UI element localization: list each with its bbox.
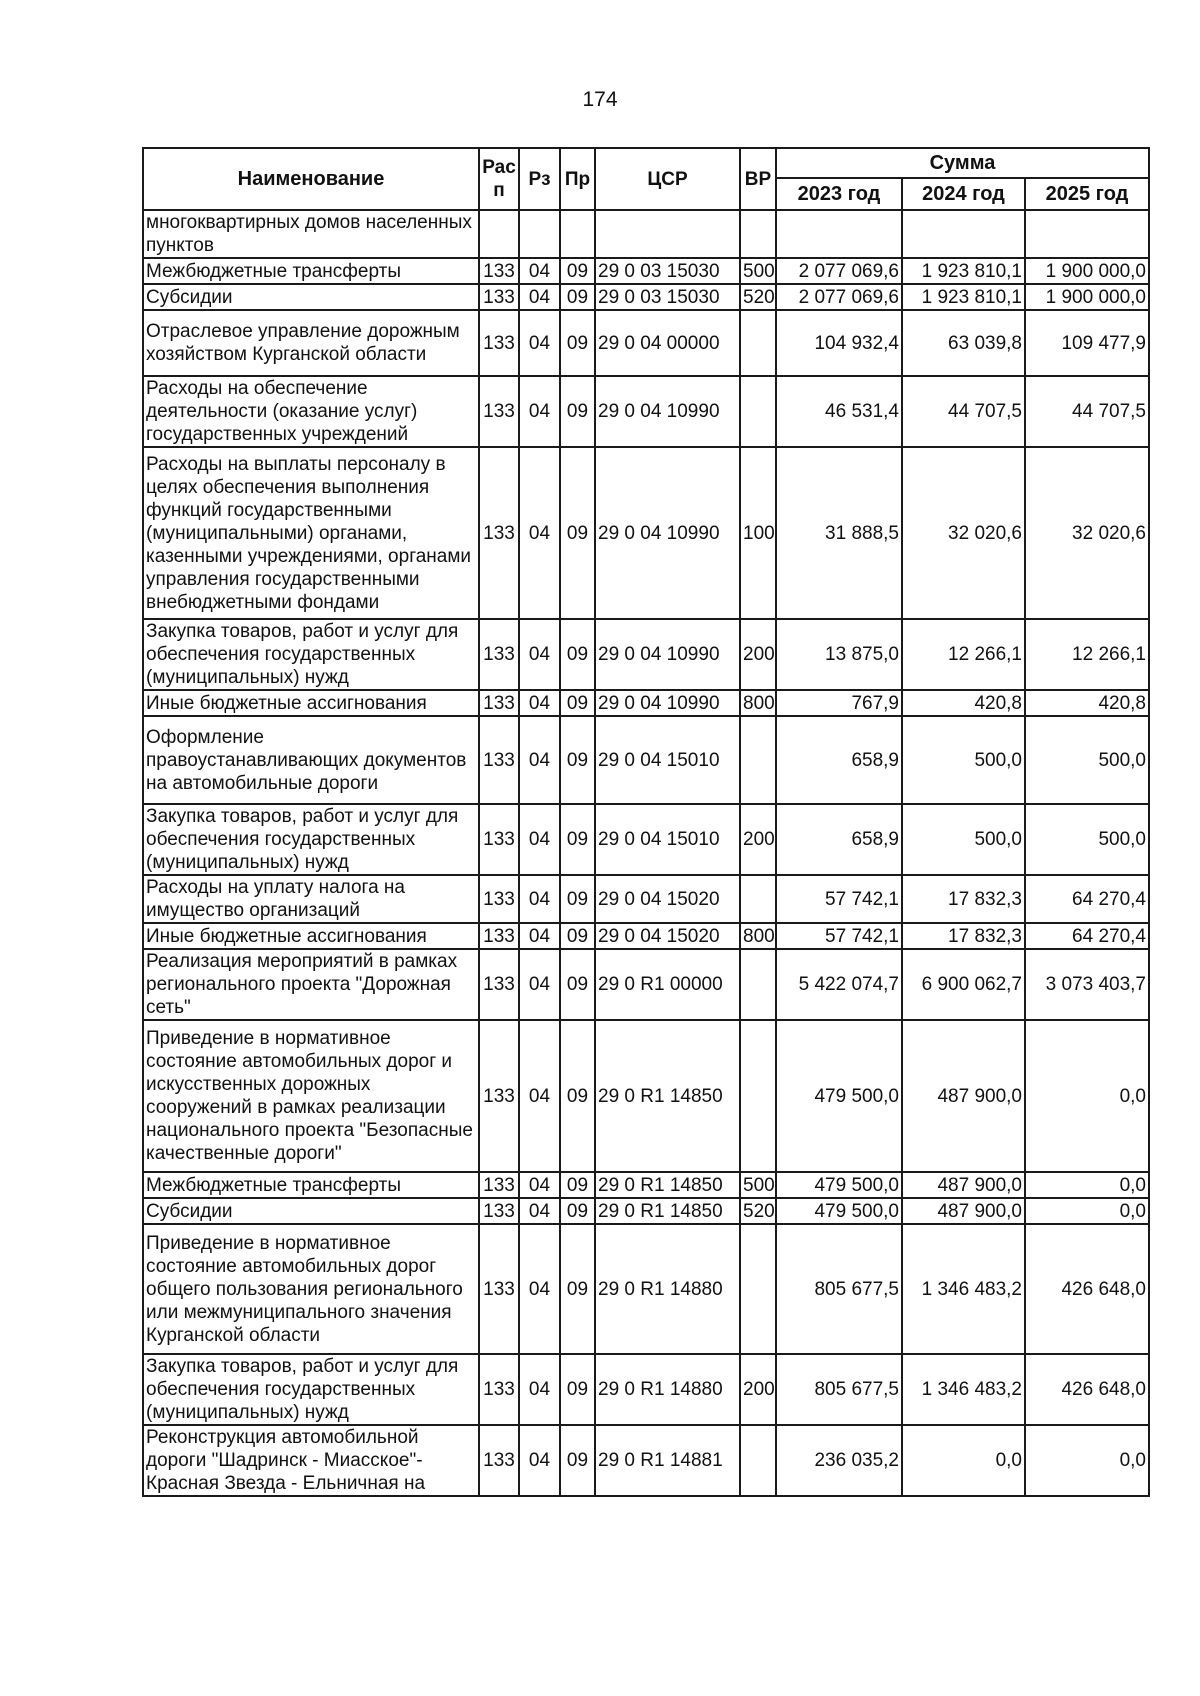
row-amount-2023: 236 035,2 (776, 1425, 902, 1496)
row-amount-2023: 2 077 069,6 (776, 258, 902, 284)
table-row (143, 258, 1149, 284)
row-amount-2024 (902, 210, 1025, 258)
row-name: Иные бюджетные ассигнования (143, 690, 479, 716)
row-amount-2025: 420,8 (1025, 690, 1149, 716)
row-amount-2023: 479 500,0 (776, 1172, 902, 1198)
row-pr: 09 (560, 875, 595, 923)
table-row (143, 210, 1149, 258)
row-vr: 500 (740, 258, 776, 284)
row-amount-2025: 64 270,4 (1025, 875, 1149, 923)
row-rasp: 133 (479, 1172, 519, 1198)
row-amount-2025: 0,0 (1025, 1425, 1149, 1496)
row-amount-2023: 479 500,0 (776, 1020, 902, 1172)
table-row (143, 923, 1149, 949)
row-vr: 200 (740, 619, 776, 690)
header-name: Наименование (143, 148, 479, 210)
row-rasp: 133 (479, 716, 519, 804)
header-sum: Сумма (776, 148, 1149, 178)
row-rasp: 133 (479, 1224, 519, 1354)
table-row (143, 804, 1149, 875)
row-pr: 09 (560, 1224, 595, 1354)
row-vr: 520 (740, 284, 776, 310)
header-rz: Рз (519, 148, 560, 210)
row-amount-2025: 109 477,9 (1025, 310, 1149, 376)
row-vr (740, 310, 776, 376)
row-rasp: 133 (479, 690, 519, 716)
row-pr: 09 (560, 1020, 595, 1172)
row-vr (740, 1020, 776, 1172)
row-rz: 04 (519, 284, 560, 310)
table-row (143, 310, 1149, 376)
row-name: Субсидии (143, 284, 479, 310)
table-row (143, 1425, 1149, 1496)
row-amount-2024: 63 039,8 (902, 310, 1025, 376)
row-amount-2025: 0,0 (1025, 1020, 1149, 1172)
row-pr: 09 (560, 804, 595, 875)
row-vr: 100 (740, 447, 776, 619)
row-csr: 29 0 04 10990 (595, 690, 740, 716)
row-amount-2024: 44 707,5 (902, 376, 1025, 447)
row-amount-2024: 17 832,3 (902, 923, 1025, 949)
row-rz: 04 (519, 1425, 560, 1496)
header-pr: Пр (560, 148, 595, 210)
row-amount-2024: 487 900,0 (902, 1020, 1025, 1172)
row-rasp: 133 (479, 284, 519, 310)
row-amount-2024: 6 900 062,7 (902, 949, 1025, 1020)
row-rasp: 133 (479, 1354, 519, 1425)
row-csr: 29 0 03 15030 (595, 258, 740, 284)
table-row (143, 284, 1149, 310)
row-vr (740, 949, 776, 1020)
row-rasp: 133 (479, 1198, 519, 1224)
row-amount-2024: 1 346 483,2 (902, 1354, 1025, 1425)
header-year-2024: 2024 год (902, 178, 1025, 210)
row-amount-2023: 46 531,4 (776, 376, 902, 447)
row-csr: 29 0 R1 14850 (595, 1172, 740, 1198)
row-rz: 04 (519, 1172, 560, 1198)
row-pr: 09 (560, 690, 595, 716)
row-csr: 29 0 04 10990 (595, 376, 740, 447)
header-vr: ВР (740, 148, 776, 210)
table-row (143, 1198, 1149, 1224)
row-vr (740, 716, 776, 804)
row-name: многоквартирных домов населенных пунктов (143, 210, 479, 258)
row-vr (740, 376, 776, 447)
row-pr: 09 (560, 1425, 595, 1496)
row-rz: 04 (519, 875, 560, 923)
table-row (143, 716, 1149, 804)
table-row (143, 690, 1149, 716)
row-vr: 500 (740, 1172, 776, 1198)
row-amount-2025: 44 707,5 (1025, 376, 1149, 447)
row-pr: 09 (560, 1198, 595, 1224)
row-csr: 29 0 R1 14880 (595, 1354, 740, 1425)
row-amount-2023: 57 742,1 (776, 875, 902, 923)
row-vr (740, 1224, 776, 1354)
row-amount-2025: 64 270,4 (1025, 923, 1149, 949)
row-name: Закупка товаров, работ и услуг для обеспечения государственных (муниципальных) нужд (143, 1354, 479, 1425)
row-amount-2023: 2 077 069,6 (776, 284, 902, 310)
row-amount-2024: 32 020,6 (902, 447, 1025, 619)
row-csr: 29 0 04 10990 (595, 447, 740, 619)
row-csr: 29 0 04 15020 (595, 923, 740, 949)
row-name: Приведение в нормативное состояние автомобильных дорог и искусственных дорожных сооружений в рамках реализации национального проекта "Безопасные качественные дороги" (143, 1020, 479, 1172)
row-amount-2024: 420,8 (902, 690, 1025, 716)
row-amount-2023: 31 888,5 (776, 447, 902, 619)
row-vr: 520 (740, 1198, 776, 1224)
row-name: Закупка товаров, работ и услуг для обеспечения государственных (муниципальных) нужд (143, 619, 479, 690)
row-csr: 29 0 R1 00000 (595, 949, 740, 1020)
row-pr: 09 (560, 1354, 595, 1425)
table-row (143, 1354, 1149, 1425)
row-name: Реконструкция автомобильной дороги "Шадринск - Миасское"- Красная Звезда - Ельничная на (143, 1425, 479, 1496)
row-rasp: 133 (479, 804, 519, 875)
row-rasp: 133 (479, 258, 519, 284)
header-csr: ЦСР (595, 148, 740, 210)
table-row (143, 1224, 1149, 1354)
row-vr (740, 1425, 776, 1496)
row-pr: 09 (560, 310, 595, 376)
row-rz: 04 (519, 310, 560, 376)
row-rz: 04 (519, 716, 560, 804)
row-amount-2023: 57 742,1 (776, 923, 902, 949)
row-csr: 29 0 R1 14881 (595, 1425, 740, 1496)
row-csr: 29 0 03 15030 (595, 284, 740, 310)
row-pr: 09 (560, 923, 595, 949)
row-rz: 04 (519, 1224, 560, 1354)
row-rz: 04 (519, 447, 560, 619)
row-amount-2024: 500,0 (902, 804, 1025, 875)
row-name: Расходы на выплаты персоналу в целях обеспечения выполнения функций государственными (муниципальными) органами, казенными учреждениями, органами управления государственными внебюджетными фондами (143, 447, 479, 619)
row-vr: 200 (740, 1354, 776, 1425)
row-rz: 04 (519, 923, 560, 949)
row-csr: 29 0 04 15020 (595, 875, 740, 923)
row-name: Расходы на обеспечение деятельности (оказание услуг) государственных учреждений (143, 376, 479, 447)
row-amount-2024: 487 900,0 (902, 1172, 1025, 1198)
row-vr: 200 (740, 804, 776, 875)
row-name: Реализация мероприятий в рамках регионального проекта "Дорожная сеть" (143, 949, 479, 1020)
row-amount-2025: 500,0 (1025, 804, 1149, 875)
row-name: Приведение в нормативное состояние автомобильных дорог общего пользования регионального или межмуниципального значения Курганской области (143, 1224, 479, 1354)
row-amount-2025: 1 900 000,0 (1025, 284, 1149, 310)
table-row (143, 447, 1149, 619)
row-pr (560, 210, 595, 258)
row-amount-2023: 479 500,0 (776, 1198, 902, 1224)
header-year-2023: 2023 год (776, 178, 902, 210)
row-rz: 04 (519, 1354, 560, 1425)
row-pr: 09 (560, 716, 595, 804)
table-row (143, 376, 1149, 447)
row-name: Межбюджетные трансферты (143, 258, 479, 284)
row-name: Оформление правоустанавливающих документов на автомобильные дороги (143, 716, 479, 804)
row-rasp: 133 (479, 923, 519, 949)
row-amount-2024: 487 900,0 (902, 1198, 1025, 1224)
row-rz: 04 (519, 1198, 560, 1224)
row-pr: 09 (560, 284, 595, 310)
row-amount-2025: 32 020,6 (1025, 447, 1149, 619)
row-csr: 29 0 04 15010 (595, 716, 740, 804)
row-amount-2025: 12 266,1 (1025, 619, 1149, 690)
table-row (143, 949, 1149, 1020)
table-header (143, 148, 1149, 210)
row-pr: 09 (560, 949, 595, 1020)
row-pr: 09 (560, 376, 595, 447)
row-rasp: 133 (479, 447, 519, 619)
row-csr: 29 0 R1 14880 (595, 1224, 740, 1354)
row-rz: 04 (519, 258, 560, 284)
row-rasp: 133 (479, 376, 519, 447)
row-csr (595, 210, 740, 258)
row-rasp: 133 (479, 1020, 519, 1172)
row-amount-2025: 500,0 (1025, 716, 1149, 804)
row-name: Субсидии (143, 1198, 479, 1224)
budget-table (142, 147, 1150, 1497)
row-amount-2024: 500,0 (902, 716, 1025, 804)
row-csr: 29 0 04 15010 (595, 804, 740, 875)
row-rasp: 133 (479, 619, 519, 690)
row-amount-2023: 767,9 (776, 690, 902, 716)
row-rasp: 133 (479, 949, 519, 1020)
row-vr (740, 875, 776, 923)
row-rz: 04 (519, 690, 560, 716)
row-name: Закупка товаров, работ и услуг для обеспечения государственных (муниципальных) нужд (143, 804, 479, 875)
row-amount-2024: 0,0 (902, 1425, 1025, 1496)
row-amount-2023: 805 677,5 (776, 1224, 902, 1354)
row-amount-2023: 658,9 (776, 716, 902, 804)
row-amount-2025: 1 900 000,0 (1025, 258, 1149, 284)
row-amount-2025: 3 073 403,7 (1025, 949, 1149, 1020)
row-pr: 09 (560, 447, 595, 619)
row-amount-2024: 1 346 483,2 (902, 1224, 1025, 1354)
row-rz: 04 (519, 804, 560, 875)
row-amount-2023: 658,9 (776, 804, 902, 875)
row-amount-2023: 13 875,0 (776, 619, 902, 690)
row-rasp (479, 210, 519, 258)
row-rz: 04 (519, 949, 560, 1020)
table-row (143, 619, 1149, 690)
row-rz: 04 (519, 1020, 560, 1172)
row-vr: 800 (740, 923, 776, 949)
row-amount-2025 (1025, 210, 1149, 258)
row-pr: 09 (560, 258, 595, 284)
row-csr: 29 0 R1 14850 (595, 1020, 740, 1172)
row-rasp: 133 (479, 310, 519, 376)
header-rasp: Рас п (479, 148, 519, 210)
row-name: Иные бюджетные ассигнования (143, 923, 479, 949)
table-row (143, 1172, 1149, 1198)
table-row (143, 875, 1149, 923)
row-pr: 09 (560, 1172, 595, 1198)
row-amount-2025: 0,0 (1025, 1198, 1149, 1224)
row-rz: 04 (519, 376, 560, 447)
row-pr: 09 (560, 619, 595, 690)
row-name: Отраслевое управление дорожным хозяйством Курганской области (143, 310, 479, 376)
table-body (143, 210, 1149, 1496)
row-amount-2024: 17 832,3 (902, 875, 1025, 923)
row-amount-2025: 426 648,0 (1025, 1354, 1149, 1425)
row-amount-2023: 805 677,5 (776, 1354, 902, 1425)
row-name: Межбюджетные трансферты (143, 1172, 479, 1198)
row-amount-2025: 426 648,0 (1025, 1224, 1149, 1354)
row-amount-2023: 104 932,4 (776, 310, 902, 376)
table-row (143, 1020, 1149, 1172)
row-rasp: 133 (479, 1425, 519, 1496)
row-amount-2024: 1 923 810,1 (902, 258, 1025, 284)
row-name: Расходы на уплату налога на имущество организаций (143, 875, 479, 923)
row-csr: 29 0 R1 14850 (595, 1198, 740, 1224)
header-year-2025: 2025 год (1025, 178, 1149, 210)
row-amount-2023: 5 422 074,7 (776, 949, 902, 1020)
row-vr: 800 (740, 690, 776, 716)
row-amount-2023 (776, 210, 902, 258)
row-rasp: 133 (479, 875, 519, 923)
row-amount-2024: 1 923 810,1 (902, 284, 1025, 310)
row-vr (740, 210, 776, 258)
row-rz: 04 (519, 619, 560, 690)
row-rz (519, 210, 560, 258)
page-number: 174 (582, 88, 618, 111)
row-amount-2024: 12 266,1 (902, 619, 1025, 690)
row-csr: 29 0 04 00000 (595, 310, 740, 376)
row-amount-2025: 0,0 (1025, 1172, 1149, 1198)
row-csr: 29 0 04 10990 (595, 619, 740, 690)
